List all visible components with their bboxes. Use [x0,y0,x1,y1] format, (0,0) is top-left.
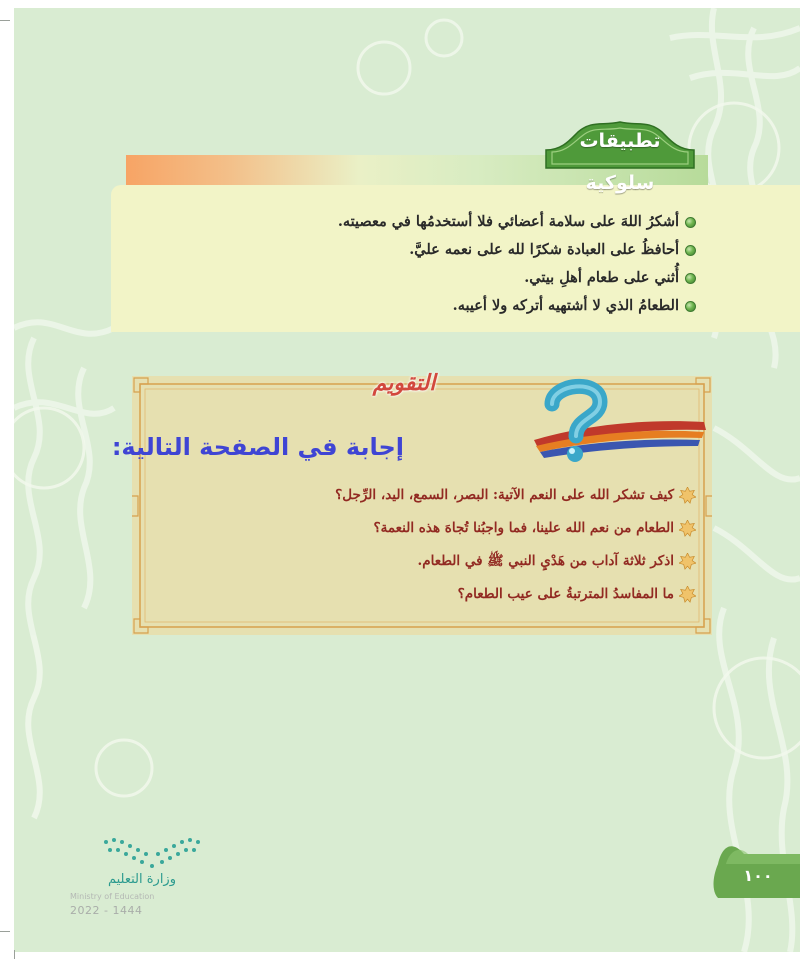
crop-mark [14,950,15,959]
star-badge-icon [679,520,696,537]
question-mark-icon [514,378,714,468]
behavioral-item: الطعامُ الذي لا أشتهيه أتركه ولا أعيبه. [126,292,696,320]
green-bullet-icon [685,273,696,284]
star-badge-icon [679,553,696,570]
question-item: اذكر ثلاثة آداب من هَدْيِ النبي ﷺ في الطعام. [314,547,696,580]
ministry-logo [68,836,208,918]
behavioral-item: أحافظُ على العبادة شكرًا لله على نعمه عليَّ. [126,236,696,264]
evaluation-title: التقويم [372,370,436,396]
behavioral-item: أُثني على طعام أهلِ بيتي. [126,264,696,292]
crop-mark [0,931,10,932]
behavioral-title: تطبيقات سلوكية [579,130,661,194]
question-item: الطعام من نعم الله علينا، فما واجبُنا تُجاهَ هذه النعمة؟ [314,514,696,547]
ministry-logo-icon [98,836,218,870]
green-bullet-icon [685,217,696,228]
green-bullet-icon [685,245,696,256]
answer-note: إجابة في الصفحة التالية: [111,433,404,461]
behavioral-title-badge [542,120,698,194]
question-item: ما المفاسدُ المترتبةُ على عيب الطعام؟ [314,580,696,613]
behavioral-item: أشكرُ اللهَ على سلامة أعضائي فلا أستخدمُها في معصيته. [126,208,696,236]
ministry-name-ar: وزارة التعليم [107,872,176,887]
question-item: كيف تشكر الله على النعم الآتية: البصر، السمع، اليد، الرِّجل؟ [314,481,696,514]
page-number: ١٠٠ [743,866,773,885]
star-badge-icon [679,586,696,603]
star-badge-icon [679,487,696,504]
crop-mark [0,20,10,21]
green-bullet-icon [685,301,696,312]
question-list [314,481,696,613]
textbook-page [14,8,800,952]
edition-year: 2022 - 1444 [70,904,143,917]
ministry-name-en: Ministry of Education [70,892,155,901]
behavioral-list [126,208,696,320]
